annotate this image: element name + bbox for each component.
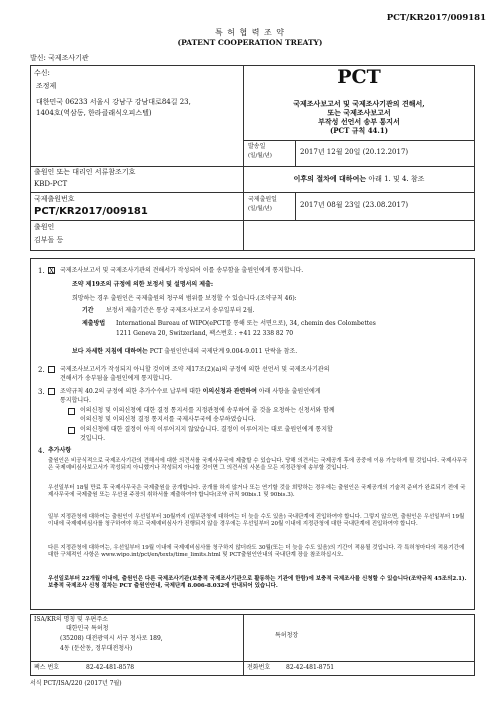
section-3-option-1b: 이의신청 및 이의신청 결정 통지서를 국제사무국에 송부하였습니다. (80, 416, 256, 423)
recipient-address-1: 대한민국 06233 서울시 강남구 강남대로84길 23, (36, 98, 191, 106)
section-1-number: 1. (38, 267, 45, 275)
treaty-title-english: (PATENT COOPERATION TREATY) (177, 38, 323, 47)
section-4-paragraph-4: 다른 지정관청에 대하여는, 우선일부터 19월 이내에 국제예비심사를 청구하지 않더라도 30월(또는 더 늦을 수도 있음)의 기간이 적용될 것입니다. 각 특허청마다의 적용기간에 대한 구체적인 사항은 www.wipo.int/pct/en/texts/time_limits.html 및 PCT출원인안내의 국내단계 장을 참조하십시오. (48, 545, 465, 559)
recipient-address-2: 1404호(역삼동, 한라클래식오피스텔) (36, 109, 152, 117)
isa-address-1: (35208) 대전광역시 서구 청사로 189, (60, 635, 163, 642)
form-reference: 서식 PCT/ISA/220 (2017년 7월) (30, 680, 122, 687)
applicant-reference-value: KBD-PCT (34, 180, 68, 188)
international-filing-date-label: 국제출원일 (248, 196, 277, 203)
section-4-number: 4. (38, 447, 45, 455)
section-3-text-1 (60, 388, 321, 396)
section-4-paragraph-5: 우선일로부터 22개월 이내에, 출원인은 다른 국제조사기관(보충적 국제조사기관으로 활동하는 기관에 한함)에 보충적 국제조사를 신청할 수 있습니다(조약규칙 45조의2.1). 보충적 국제조사 신청 절차는 PCT 출원인안내, 국제단계 8.006-8.032에 안내되어 있습니다. (48, 576, 467, 590)
section-4-paragraph-3: 일부 지정관청에 대하여는 출원인이 우선일부터 30월까지 (일부관청에 대하여는 더 늦을 수도 있음) 국내단계에 진입하여야 합니다. 그렇지 않으면, 출원인은 우선일부터 19월 이내에 국제예비심사를 청구하여야 하고 국제예비심사가 진행되지 않을 경우에는 우선일부터 20월 이내에 지정관청에 대한 국내단계에 진입하여야 합니다. (48, 514, 465, 528)
international-filing-date-sublabel: (일/월/년) (248, 206, 272, 212)
section-4-title: 추가사항 (48, 447, 72, 454)
applicant-reference-label: 출원인 또는 대리인 서류참조기호 (34, 168, 136, 176)
where-to-file-text-1: International Bureau of WIPO(ePCT를 통해 또는 서면으로), 34, chemin des Colombettes (116, 320, 376, 327)
pct-rule-reference: (PCT 규칙 44.1) (329, 126, 389, 135)
further-action-bold: 이후의 절차에 대하여는 (293, 174, 367, 183)
section-4-paragraph-1: 출원인은 비공식적으로 국제조사기관의 견해서에 대한 의견서를 국제사무국에 제출할 수 있습니다. 당해 의견서는 국제공개 후에 공중에 이용 가능하게 될 것입니다. 국제사무국은 국제예비심사보고서가 작성되지 아니했거나 작성되지 아니할 것이면 그 의견서의 사본을 모든 지정관청에 송부할 것입니다. (48, 458, 468, 472)
section-3-text-2: 통지합니다. (60, 397, 91, 404)
further-action-note (243, 174, 475, 184)
mailing-date-label: 발송일 (248, 143, 266, 150)
section-1-checkbox[interactable]: X (49, 267, 54, 275)
sender-label: 발신: 국제조사기관 (30, 54, 89, 62)
where-to-file-label: 제출방법 (82, 320, 106, 327)
section-3-text-pre: 조약규칙 40.2의 규정에 의한 추가수수료 납부에 대한 (60, 388, 203, 395)
authorized-officer: 특허청장 (275, 632, 299, 639)
detailed-instructions-rest: PCT 출원인안내의 국제단계 9.004-9.011 단락을 참조. (147, 348, 298, 355)
recipient-name: 조정제 (36, 82, 57, 90)
telephone-label: 전화번호 (247, 664, 271, 671)
time-limit-label: 기간 (82, 307, 94, 314)
time-limit-text: 보정서 제출기간은 통상 국제조사보고서 송부일부터 2월. (106, 307, 255, 314)
pct-notice-line3: 부작성 선언서 송부 통지서 (318, 117, 400, 126)
fax-label: 팩스 번호 (34, 664, 60, 671)
article-19-text: 희망하는 경우 출원인은 국제출원의 청구의 범위를 보정할 수 있습니다.(조약규칙 46): (72, 295, 297, 302)
isa-name-label: ISA/KR의 명칭 및 우편주소 (34, 616, 108, 623)
international-filing-date-value: 2017년 08월 23일 (23.08.2017) (300, 201, 409, 209)
treaty-title-korean: 특 허 협 력 조 약 (214, 28, 286, 37)
pct-notice-line2: 또는 국제조사보고서 (327, 108, 391, 117)
article-19-title: 조약 제19조의 규정에 의한 보정서 및 설명서의 제출: (72, 281, 214, 288)
section-3-option-2-checkbox[interactable] (68, 427, 75, 434)
isa-office-name: 대한민국 특허청 (66, 625, 109, 632)
section-3-option-2b: 것입니다. (80, 435, 106, 442)
fax-value: 82-42-481-8578 (86, 664, 135, 671)
section-3-option-2a: 이의신청에 대한 결정이 아직 이루어지지 않았습니다. 결정이 이루어지는 대로 출원인에게 통지할 (80, 426, 333, 433)
applicant-value: 김부돌 등 (34, 236, 64, 244)
pct-heading: PCT (337, 66, 381, 88)
isa-address-2: 4동 (둔산동, 정부대전청사) (60, 645, 133, 652)
section-3-option-1a: 이의신청 및 이의신청에 대한 결정 통지서를 지정관청에 송부하여 줄 것을 요청하는 신청서와 함께 (80, 407, 335, 414)
section-3-text-post: 아래 사항을 출원인에게 (256, 388, 321, 395)
section-1-text: 국제조사보고서 및 국제조사기관의 견해서가 작성되어 이를 송부함을 출원인에게 통지합니다. (60, 267, 304, 274)
section-3-text-bold: 이의신청과 관련하여 (202, 388, 257, 395)
section-3-checkbox[interactable] (48, 388, 55, 395)
recipient-label: 수신: (34, 69, 50, 77)
section-2-checkbox[interactable] (48, 366, 55, 373)
section-4-paragraph-2: 우선일부터 18월 만료 후 국제사무국은 국제출원을 공개합니다. 공개를 하지 않거나 또는 연기할 것을 희망하는 경우에는 출원인은 국제공개의 기술적 준비가 완료되기 전에 국제사무국에 국제출원 또는 우선권 주장의 취하서를 제출하여야 합니다(조약 규칙 90bis.1 및 90bis.3). (48, 485, 466, 499)
section-2-number: 2. (38, 366, 45, 374)
pct-notice-line1: 국제조사보고서 및 국제조사기관의 견해서, (293, 99, 425, 108)
applicant-label: 출원인 (34, 223, 55, 231)
mailing-date-sublabel: (일/월/년) (248, 153, 272, 159)
mailing-date-value: 2017년 12월 20일 (20.12.2017) (300, 148, 409, 156)
further-action-rest: 아래 1. 및 4. 참조 (366, 175, 425, 183)
telephone-value: 82-42-481-8751 (286, 664, 335, 671)
detailed-instructions-bold: 보다 자세한 지침에 대하여는 (72, 348, 148, 355)
international-application-label: 국제출원번호 (34, 195, 75, 203)
section-3-option-1-checkbox[interactable] (68, 408, 75, 415)
where-to-file-text-2: 1211 Geneva 20, Switzerland, 팩스번호 : +41 22 338 82 70 (116, 330, 294, 337)
detailed-instructions (72, 348, 297, 356)
document-number: PCT/KR2017/009181 (386, 13, 486, 23)
section-2-text-1: 국제조사보고서가 작성되지 아니할 것이며 조약 제17조(2)(a)의 규정에 의한 선언서 및 국제조사기관의 (60, 366, 330, 373)
section-3-number: 3. (38, 388, 45, 396)
international-application-number: PCT/KR2017/009181 (34, 206, 148, 217)
section-2-text-2: 견해서가 송부됨을 출원인에게 통지합니다. (60, 375, 172, 382)
